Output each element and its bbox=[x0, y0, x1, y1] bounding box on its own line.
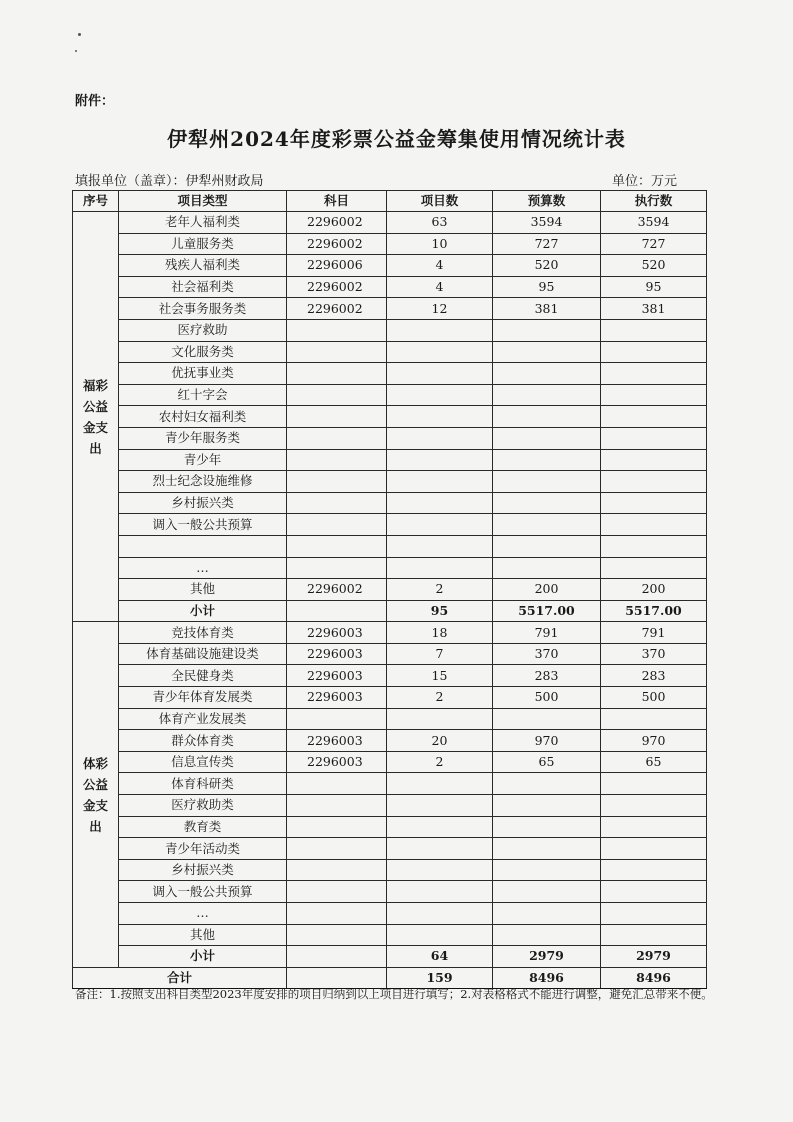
budget-cell bbox=[493, 319, 601, 341]
execution-cell bbox=[601, 773, 707, 795]
budget-cell bbox=[493, 708, 601, 730]
item-type-cell: 体育产业发展类 bbox=[119, 708, 287, 730]
subject-code-cell bbox=[287, 319, 387, 341]
subject-code-cell bbox=[287, 708, 387, 730]
subject-code-cell bbox=[287, 557, 387, 579]
table-row bbox=[73, 881, 707, 903]
table-row bbox=[73, 665, 707, 687]
execution-cell bbox=[601, 471, 707, 493]
item-type-cell: 残疾人福利类 bbox=[119, 255, 287, 277]
execution-cell: 500 bbox=[601, 687, 707, 709]
subject-code-cell: 2296003 bbox=[287, 730, 387, 752]
table-row bbox=[73, 319, 707, 341]
project-count-cell bbox=[387, 903, 493, 925]
welfare-group-label bbox=[73, 212, 119, 622]
subtotal-project-count: 64 bbox=[387, 946, 493, 968]
table-row bbox=[73, 514, 707, 536]
table-row bbox=[73, 773, 707, 795]
subtotal-subject-cell bbox=[287, 946, 387, 968]
execution-cell bbox=[601, 795, 707, 817]
budget-cell bbox=[493, 449, 601, 471]
item-type-cell: 红十字会 bbox=[119, 384, 287, 406]
budget-cell: 283 bbox=[493, 665, 601, 687]
execution-cell bbox=[601, 406, 707, 428]
budget-cell bbox=[493, 773, 601, 795]
item-type-cell: … bbox=[119, 557, 287, 579]
item-type-cell: 全民健身类 bbox=[119, 665, 287, 687]
execution-cell bbox=[601, 708, 707, 730]
project-count-cell bbox=[387, 773, 493, 795]
project-count-cell: 10 bbox=[387, 233, 493, 255]
project-count-cell: 7 bbox=[387, 643, 493, 665]
budget-cell: 95 bbox=[493, 276, 601, 298]
table-row bbox=[73, 795, 707, 817]
execution-cell: 95 bbox=[601, 276, 707, 298]
execution-cell: 381 bbox=[601, 298, 707, 320]
project-count-cell: 63 bbox=[387, 212, 493, 234]
execution-cell bbox=[601, 427, 707, 449]
table-row bbox=[73, 427, 707, 449]
execution-cell bbox=[601, 903, 707, 925]
subtotal-budget: 5517.00 bbox=[493, 600, 601, 622]
item-type-cell: 其他 bbox=[119, 579, 287, 601]
budget-cell bbox=[493, 924, 601, 946]
header-project-count: 项目数 bbox=[387, 191, 493, 212]
budget-cell: 3594 bbox=[493, 212, 601, 234]
subject-code-cell: 2296006 bbox=[287, 255, 387, 277]
group-label-text: 体彩公益金支出 bbox=[82, 755, 108, 834]
subject-code-cell bbox=[287, 924, 387, 946]
table-row bbox=[73, 363, 707, 385]
subtotal-budget: 2979 bbox=[493, 946, 601, 968]
table-row bbox=[73, 276, 707, 298]
budget-cell bbox=[493, 363, 601, 385]
subject-code-cell: 2296002 bbox=[287, 212, 387, 234]
table-row bbox=[73, 730, 707, 752]
subject-code-cell: 2296002 bbox=[287, 276, 387, 298]
subtotal-execution: 2979 bbox=[601, 946, 707, 968]
table-row bbox=[73, 492, 707, 514]
budget-cell: 381 bbox=[493, 298, 601, 320]
budget-cell: 200 bbox=[493, 579, 601, 601]
subtotal-project-count: 95 bbox=[387, 600, 493, 622]
project-count-cell bbox=[387, 492, 493, 514]
execution-cell bbox=[601, 514, 707, 536]
total-label: 合计 bbox=[73, 967, 287, 989]
project-count-cell bbox=[387, 341, 493, 363]
header-budget: 预算数 bbox=[493, 191, 601, 212]
budget-cell bbox=[493, 492, 601, 514]
item-type-cell: 文化服务类 bbox=[119, 341, 287, 363]
project-count-cell bbox=[387, 449, 493, 471]
execution-cell: 791 bbox=[601, 622, 707, 644]
execution-cell: 370 bbox=[601, 643, 707, 665]
table-row bbox=[73, 924, 707, 946]
welfare-subtotal-row bbox=[73, 600, 707, 622]
total-budget: 8496 bbox=[493, 967, 601, 989]
item-type-cell: 青少年服务类 bbox=[119, 427, 287, 449]
item-type-cell: 其他 bbox=[119, 924, 287, 946]
table-row bbox=[73, 643, 707, 665]
table-row bbox=[73, 233, 707, 255]
project-count-cell bbox=[387, 514, 493, 536]
table-row bbox=[73, 859, 707, 881]
table-row bbox=[73, 622, 707, 644]
project-count-cell bbox=[387, 795, 493, 817]
budget-cell: 970 bbox=[493, 730, 601, 752]
item-type-cell: 竞技体育类 bbox=[119, 622, 287, 644]
table-row bbox=[73, 341, 707, 363]
subject-code-cell bbox=[287, 406, 387, 428]
table-row bbox=[73, 751, 707, 773]
execution-cell: 283 bbox=[601, 665, 707, 687]
subject-code-cell: 2296002 bbox=[287, 233, 387, 255]
budget-cell bbox=[493, 557, 601, 579]
table-row bbox=[73, 535, 707, 557]
budget-cell bbox=[493, 514, 601, 536]
table-row bbox=[73, 579, 707, 601]
budget-cell bbox=[493, 535, 601, 557]
budget-cell bbox=[493, 341, 601, 363]
item-type-cell: 社会福利类 bbox=[119, 276, 287, 298]
project-count-cell bbox=[387, 406, 493, 428]
project-count-cell bbox=[387, 816, 493, 838]
item-type-cell: 医疗救助类 bbox=[119, 795, 287, 817]
project-count-cell: 2 bbox=[387, 579, 493, 601]
subject-code-cell bbox=[287, 363, 387, 385]
project-count-cell: 4 bbox=[387, 276, 493, 298]
sports-subtotal-row bbox=[73, 946, 707, 968]
subject-code-cell: 2296003 bbox=[287, 665, 387, 687]
budget-cell bbox=[493, 384, 601, 406]
table-row bbox=[73, 816, 707, 838]
table-row bbox=[73, 298, 707, 320]
item-type-cell: 青少年 bbox=[119, 449, 287, 471]
table-row bbox=[73, 255, 707, 277]
execution-cell bbox=[601, 341, 707, 363]
project-count-cell: 12 bbox=[387, 298, 493, 320]
item-type-cell: 乡村振兴类 bbox=[119, 859, 287, 881]
subject-code-cell bbox=[287, 471, 387, 493]
page-title: 伊犁州2024年度彩票公益金筹集使用情况统计表 bbox=[167, 127, 626, 151]
execution-cell bbox=[601, 535, 707, 557]
execution-cell bbox=[601, 924, 707, 946]
table-row bbox=[73, 212, 707, 234]
project-count-cell bbox=[387, 708, 493, 730]
budget-cell: 65 bbox=[493, 751, 601, 773]
execution-cell bbox=[601, 363, 707, 385]
execution-cell bbox=[601, 384, 707, 406]
budget-cell: 727 bbox=[493, 233, 601, 255]
project-count-cell bbox=[387, 881, 493, 903]
item-type-cell: 群众体育类 bbox=[119, 730, 287, 752]
subject-code-cell bbox=[287, 535, 387, 557]
subtotal-subject-cell bbox=[287, 600, 387, 622]
subject-code-cell bbox=[287, 514, 387, 536]
budget-cell bbox=[493, 471, 601, 493]
subject-code-cell: 2296003 bbox=[287, 622, 387, 644]
item-type-cell: 调入一般公共预算 bbox=[119, 881, 287, 903]
execution-cell bbox=[601, 881, 707, 903]
item-type-cell: 调入一般公共预算 bbox=[119, 514, 287, 536]
execution-cell: 200 bbox=[601, 579, 707, 601]
execution-cell bbox=[601, 816, 707, 838]
execution-cell: 727 bbox=[601, 233, 707, 255]
subject-code-cell bbox=[287, 341, 387, 363]
project-count-cell: 18 bbox=[387, 622, 493, 644]
budget-cell: 520 bbox=[493, 255, 601, 277]
item-type-cell: … bbox=[119, 903, 287, 925]
execution-cell bbox=[601, 838, 707, 860]
item-type-cell: 老年人福利类 bbox=[119, 212, 287, 234]
table-row bbox=[73, 471, 707, 493]
total-execution: 8496 bbox=[601, 967, 707, 989]
project-count-cell: 2 bbox=[387, 687, 493, 709]
subject-code-cell bbox=[287, 492, 387, 514]
item-type-cell: 社会事务服务类 bbox=[119, 298, 287, 320]
project-count-cell: 15 bbox=[387, 665, 493, 687]
table-row bbox=[73, 708, 707, 730]
table-row bbox=[73, 449, 707, 471]
budget-cell bbox=[493, 903, 601, 925]
subject-code-cell: 2296003 bbox=[287, 643, 387, 665]
subject-code-cell bbox=[287, 881, 387, 903]
subject-code-cell bbox=[287, 773, 387, 795]
header-execution: 执行数 bbox=[601, 191, 707, 212]
execution-cell bbox=[601, 492, 707, 514]
header-seq: 序号 bbox=[73, 191, 119, 212]
unit-label: 单位：万元 bbox=[612, 174, 678, 189]
subject-code-cell bbox=[287, 795, 387, 817]
execution-cell: 520 bbox=[601, 255, 707, 277]
budget-cell bbox=[493, 795, 601, 817]
budget-cell: 500 bbox=[493, 687, 601, 709]
total-project-count: 159 bbox=[387, 967, 493, 989]
budget-cell bbox=[493, 406, 601, 428]
project-count-cell: 2 bbox=[387, 751, 493, 773]
project-count-cell bbox=[387, 557, 493, 579]
budget-cell bbox=[493, 881, 601, 903]
project-count-cell bbox=[387, 838, 493, 860]
subject-code-cell bbox=[287, 903, 387, 925]
subject-code-cell bbox=[287, 427, 387, 449]
execution-cell: 970 bbox=[601, 730, 707, 752]
execution-cell bbox=[601, 449, 707, 471]
table-row bbox=[73, 687, 707, 709]
item-type-cell: 优抚事业类 bbox=[119, 363, 287, 385]
header-subject: 科目 bbox=[287, 191, 387, 212]
item-type-cell bbox=[119, 535, 287, 557]
item-type-cell: 体育科研类 bbox=[119, 773, 287, 795]
project-count-cell bbox=[387, 319, 493, 341]
reporting-unit: 填报单位（盖章）：伊犁州财政局 bbox=[75, 174, 264, 189]
subject-code-cell bbox=[287, 859, 387, 881]
table-header-row bbox=[73, 191, 707, 212]
subject-code-cell: 2296002 bbox=[287, 579, 387, 601]
item-type-cell: 信息宣传类 bbox=[119, 751, 287, 773]
item-type-cell: 教育类 bbox=[119, 816, 287, 838]
group-label-text: 福彩公益金支出 bbox=[82, 377, 108, 456]
header-item-type: 项目类型 bbox=[119, 191, 287, 212]
budget-cell bbox=[493, 816, 601, 838]
subject-code-cell bbox=[287, 838, 387, 860]
table-row bbox=[73, 384, 707, 406]
item-type-cell: 青少年体育发展类 bbox=[119, 687, 287, 709]
budget-cell bbox=[493, 838, 601, 860]
subtotal-label: 小计 bbox=[119, 600, 287, 622]
subject-code-cell bbox=[287, 449, 387, 471]
execution-cell bbox=[601, 859, 707, 881]
budget-cell bbox=[493, 427, 601, 449]
subject-code-cell: 2296003 bbox=[287, 751, 387, 773]
budget-cell: 370 bbox=[493, 643, 601, 665]
table-row bbox=[73, 903, 707, 925]
attachment-label: 附件： bbox=[75, 94, 115, 109]
project-count-cell bbox=[387, 471, 493, 493]
project-count-cell bbox=[387, 859, 493, 881]
subject-code-cell bbox=[287, 816, 387, 838]
budget-cell: 791 bbox=[493, 622, 601, 644]
item-type-cell: 农村妇女福利类 bbox=[119, 406, 287, 428]
project-count-cell bbox=[387, 363, 493, 385]
table-row bbox=[73, 838, 707, 860]
project-count-cell: 20 bbox=[387, 730, 493, 752]
item-type-cell: 乡村振兴类 bbox=[119, 492, 287, 514]
statistics-table bbox=[72, 190, 707, 989]
footnote: 备注：1.按照支出科目类型2023年度安排的项目归纳到以上项目进行填写；2.对表格格式不能进行调整，避免汇总带来不便。 bbox=[75, 987, 713, 1001]
project-count-cell: 4 bbox=[387, 255, 493, 277]
execution-cell: 65 bbox=[601, 751, 707, 773]
sports-group-label bbox=[73, 622, 119, 968]
item-type-cell: 烈士纪念设施维修 bbox=[119, 471, 287, 493]
item-type-cell: 医疗救助 bbox=[119, 319, 287, 341]
item-type-cell: 儿童服务类 bbox=[119, 233, 287, 255]
execution-cell bbox=[601, 557, 707, 579]
project-count-cell bbox=[387, 427, 493, 449]
project-count-cell bbox=[387, 384, 493, 406]
table-row bbox=[73, 406, 707, 428]
execution-cell: 3594 bbox=[601, 212, 707, 234]
subtotal-label: 小计 bbox=[119, 946, 287, 968]
subtotal-execution: 5517.00 bbox=[601, 600, 707, 622]
item-type-cell: 体育基础设施建设类 bbox=[119, 643, 287, 665]
table-row bbox=[73, 557, 707, 579]
item-type-cell: 青少年活动类 bbox=[119, 838, 287, 860]
subject-code-cell: 2296002 bbox=[287, 298, 387, 320]
execution-cell bbox=[601, 319, 707, 341]
subject-code-cell bbox=[287, 384, 387, 406]
subject-code-cell: 2296003 bbox=[287, 687, 387, 709]
project-count-cell bbox=[387, 535, 493, 557]
project-count-cell bbox=[387, 924, 493, 946]
budget-cell bbox=[493, 859, 601, 881]
